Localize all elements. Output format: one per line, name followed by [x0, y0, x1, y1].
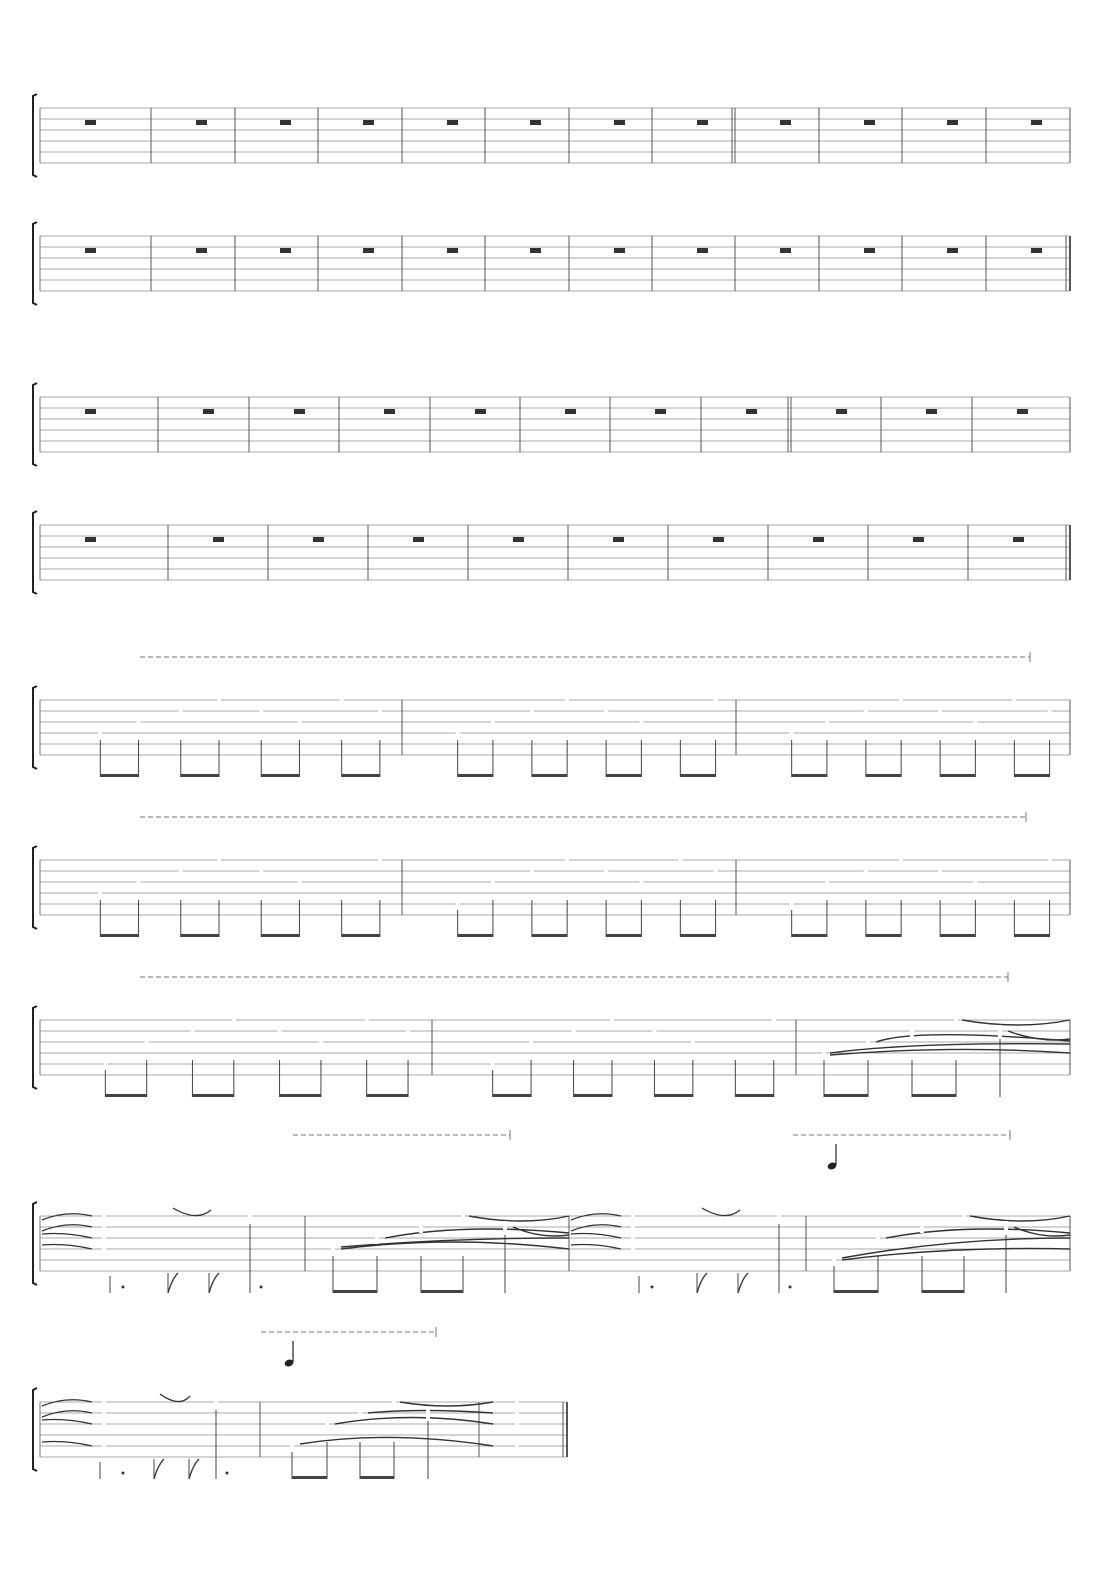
- whole-rest: [780, 120, 791, 125]
- fret-bg: [406, 1025, 410, 1037]
- fret-bg: [331, 1243, 335, 1255]
- fret-bg: [876, 1232, 880, 1244]
- whole-rest: [1013, 537, 1024, 542]
- eighth-beam: [532, 934, 567, 937]
- whole-rest: [613, 537, 624, 542]
- fret-bg: [864, 705, 868, 717]
- eighth-beam: [912, 1094, 956, 1097]
- whole-rest: [1031, 120, 1042, 125]
- eighth-beam: [922, 1290, 964, 1293]
- fret-bg: [515, 1418, 519, 1430]
- whole-rest: [196, 248, 207, 253]
- tie-curve: [962, 1020, 1070, 1025]
- fret-bg: [938, 865, 942, 877]
- fret-bg: [259, 865, 263, 877]
- whole-rest: [913, 537, 924, 542]
- fret-bg: [179, 865, 183, 877]
- fret-bg: [102, 1232, 106, 1244]
- fret-bg: [1012, 694, 1016, 706]
- whole-rest: [85, 248, 96, 253]
- whole-rest: [413, 537, 424, 542]
- fret-bg: [1004, 1221, 1008, 1233]
- fret-bg: [378, 854, 382, 866]
- whole-rest: [530, 248, 541, 253]
- fret-bg: [491, 876, 495, 888]
- eighth-beam: [280, 1094, 321, 1097]
- dot: [651, 1286, 654, 1289]
- fret-bg: [678, 854, 682, 866]
- eighth-beam: [1014, 934, 1049, 937]
- tie-curve: [970, 1216, 1070, 1221]
- eighth-beam: [532, 774, 567, 777]
- system-bracket: [33, 511, 37, 594]
- eighth-beam: [834, 1290, 878, 1293]
- eighth-beam: [606, 774, 641, 777]
- whole-rest: [697, 120, 708, 125]
- eighth-beam: [792, 934, 827, 937]
- dot: [122, 1472, 125, 1475]
- whole-rest: [363, 248, 374, 253]
- whole-rest: [614, 248, 625, 253]
- fret-bg: [714, 694, 718, 706]
- eighth-beam: [105, 1094, 146, 1097]
- tie-curve: [469, 1216, 569, 1221]
- eighth-beam: [680, 934, 715, 937]
- slur-curve: [702, 1208, 740, 1216]
- fret-bg: [102, 1221, 106, 1233]
- eighth-beam: [574, 1094, 612, 1097]
- whole-rest: [363, 120, 374, 125]
- tie-curve: [300, 1437, 493, 1446]
- fret-bg: [631, 1243, 635, 1255]
- tie-curve: [513, 1227, 569, 1236]
- eighth-beam: [342, 934, 380, 937]
- whole-rest: [864, 120, 875, 125]
- whole-rest: [780, 248, 791, 253]
- fret-bg: [973, 876, 977, 888]
- eighth-beam: [192, 1094, 233, 1097]
- fret-bg: [604, 865, 608, 877]
- fret-bg: [1048, 854, 1052, 866]
- fret-bg: [358, 1407, 362, 1419]
- eighth-beam: [940, 934, 975, 937]
- tie-curve: [886, 1229, 1070, 1238]
- fret-bg: [319, 1036, 323, 1048]
- fret-bg: [102, 1210, 106, 1222]
- note-flag: [209, 1273, 219, 1293]
- fret-bg: [864, 865, 868, 877]
- fret-bg: [610, 1014, 614, 1026]
- fret-bg: [365, 1014, 369, 1026]
- fret-bg: [217, 694, 221, 706]
- tie-curve: [830, 1049, 1070, 1055]
- tie-curve: [1014, 1227, 1070, 1236]
- fret-bg: [179, 705, 183, 717]
- tie-curve: [1008, 1031, 1070, 1040]
- fret-bg: [825, 876, 829, 888]
- fret-bg: [652, 1025, 656, 1037]
- eighth-beam: [792, 774, 827, 777]
- dot: [789, 1286, 792, 1289]
- fret-bg: [325, 1418, 329, 1430]
- eighth-beam: [181, 774, 219, 777]
- whole-rest: [213, 537, 224, 542]
- system-bracket: [33, 222, 37, 305]
- tie-curve: [842, 1248, 1070, 1260]
- fret-bg: [998, 1025, 1002, 1037]
- note-flag: [697, 1273, 707, 1293]
- fret-bg: [515, 1440, 519, 1452]
- system-bracket: [33, 1006, 37, 1089]
- fret-bg: [938, 705, 942, 717]
- system-bracket: [33, 94, 37, 177]
- fret-bg: [693, 1199, 697, 1211]
- fret-bg: [503, 1221, 507, 1233]
- fret-bg: [790, 898, 794, 910]
- dot: [122, 1286, 125, 1289]
- fret-bg: [631, 1232, 635, 1244]
- eighth-beam: [654, 1094, 692, 1097]
- eighth-beam: [458, 934, 493, 937]
- fret-bg: [515, 1396, 519, 1408]
- fret-bg: [678, 683, 682, 695]
- whole-rest: [947, 248, 958, 253]
- note-flag: [154, 1459, 164, 1479]
- fret-bg: [217, 854, 221, 866]
- whole-rest: [655, 409, 666, 414]
- dot: [226, 1472, 229, 1475]
- eighth-beam: [680, 774, 715, 777]
- fret-bg: [392, 1396, 396, 1408]
- system-bracket: [33, 1202, 37, 1285]
- fret-bg: [248, 1210, 252, 1222]
- whole-rest: [1017, 409, 1028, 414]
- system-bracket: [33, 686, 37, 769]
- eighth-beam: [261, 774, 299, 777]
- tie-curve: [42, 1411, 92, 1417]
- fret-bg: [825, 716, 829, 728]
- fret-bg: [259, 705, 263, 717]
- slur-curve: [160, 1394, 190, 1402]
- fret-bg: [102, 1396, 106, 1408]
- whole-rest: [384, 409, 395, 414]
- fret-bg: [973, 716, 977, 728]
- fret-bg: [456, 898, 460, 910]
- eighth-beam: [421, 1290, 463, 1293]
- fret-bg: [962, 1210, 966, 1222]
- tie-curve: [42, 1214, 92, 1220]
- fret-bg: [164, 1199, 168, 1211]
- fret-bg: [639, 716, 643, 728]
- fret-bg: [866, 1036, 870, 1048]
- whole-rest: [926, 409, 937, 414]
- tie-curve: [42, 1234, 92, 1239]
- fret-bg: [529, 1036, 533, 1048]
- whole-rest: [85, 537, 96, 542]
- note-flag: [168, 1273, 178, 1293]
- system-bracket: [33, 383, 37, 466]
- fret-bg: [565, 854, 569, 866]
- fret-bg: [822, 1047, 826, 1059]
- fret-bg: [530, 865, 534, 877]
- fret-bg: [910, 1025, 914, 1037]
- fret-bg: [98, 727, 102, 739]
- eighth-beam: [261, 934, 299, 937]
- whole-rest: [85, 120, 96, 125]
- eighth-beam: [493, 1094, 531, 1097]
- fret-bg: [832, 1254, 836, 1266]
- eighth-beam: [342, 774, 380, 777]
- fret-bg: [691, 1036, 695, 1048]
- whole-rest: [1031, 248, 1042, 253]
- whole-rest: [85, 409, 96, 414]
- fret-bg: [103, 1058, 107, 1070]
- system-bracket: [33, 1388, 37, 1471]
- whole-rest: [513, 537, 524, 542]
- fret-bg: [920, 1221, 924, 1233]
- fret-bg: [1012, 843, 1016, 855]
- whole-rest: [614, 120, 625, 125]
- eighth-beam: [866, 774, 901, 777]
- whole-rest: [203, 409, 214, 414]
- fret-bg: [290, 1440, 294, 1452]
- whole-rest: [697, 248, 708, 253]
- fret-bg: [954, 1014, 958, 1026]
- fret-bg: [456, 727, 460, 739]
- whole-rest: [864, 248, 875, 253]
- note-flag: [189, 1459, 199, 1479]
- whole-rest: [746, 409, 757, 414]
- fret-bg: [375, 1232, 379, 1244]
- fret-bg: [190, 1025, 194, 1037]
- fret-bg: [340, 694, 344, 706]
- fret-bg: [232, 1014, 236, 1026]
- whole-rest: [565, 409, 576, 414]
- fret-bg: [631, 1210, 635, 1222]
- fret-bg: [1048, 705, 1052, 717]
- fret-bg: [145, 1036, 149, 1048]
- fret-bg: [102, 1440, 106, 1452]
- fret-bg: [631, 1221, 635, 1233]
- fret-bg: [899, 854, 903, 866]
- eighth-beam: [181, 934, 219, 937]
- tie-curve: [571, 1234, 621, 1239]
- fret-bg: [297, 876, 301, 888]
- tie-curve: [42, 1400, 92, 1406]
- fret-bg: [102, 1407, 106, 1419]
- fret-bg: [137, 716, 141, 728]
- fret-bg: [461, 1210, 465, 1222]
- fret-bg: [572, 1025, 576, 1037]
- whole-rest: [947, 120, 958, 125]
- whole-rest: [313, 537, 324, 542]
- fret-bg: [378, 705, 382, 717]
- whole-rest: [294, 409, 305, 414]
- fret-bg: [137, 876, 141, 888]
- tie-curve: [42, 1442, 92, 1447]
- fret-bg: [899, 694, 903, 706]
- fret-bg: [102, 1243, 106, 1255]
- fret-bg: [530, 705, 534, 717]
- fret-bg: [278, 1025, 282, 1037]
- tie-curve: [42, 1420, 92, 1425]
- eighth-beam: [100, 934, 138, 937]
- fret-bg: [98, 887, 102, 899]
- fret-bg: [565, 694, 569, 706]
- fret-bg: [772, 1014, 776, 1026]
- eighth-beam: [360, 1476, 394, 1479]
- eighth-beam: [735, 1094, 773, 1097]
- tie-curve: [42, 1225, 92, 1231]
- fret-bg: [790, 727, 794, 739]
- fret-bg: [426, 1407, 430, 1419]
- tie-curve: [571, 1245, 621, 1250]
- eighth-beam: [866, 934, 901, 937]
- fret-bg: [604, 705, 608, 717]
- eighth-beam: [367, 1094, 408, 1097]
- fret-bg: [340, 843, 344, 855]
- whole-rest: [196, 120, 207, 125]
- fret-bg: [419, 1221, 423, 1233]
- eighth-beam: [824, 1094, 868, 1097]
- whole-rest: [447, 120, 458, 125]
- fret-bg: [491, 1058, 495, 1070]
- eighth-beam: [333, 1290, 377, 1293]
- fret-bg: [102, 1418, 106, 1430]
- eighth-beam: [458, 774, 493, 777]
- tie-curve: [876, 1035, 1070, 1042]
- whole-rest: [475, 409, 486, 414]
- system-bracket: [33, 846, 37, 929]
- whole-rest: [713, 537, 724, 542]
- eighth-beam: [940, 774, 975, 777]
- fret-bg: [714, 865, 718, 877]
- fret-bg: [297, 716, 301, 728]
- whole-rest: [280, 248, 291, 253]
- whole-rest: [813, 537, 824, 542]
- eighth-beam: [1014, 774, 1049, 777]
- slur-curve: [173, 1208, 211, 1216]
- fret-bg: [491, 716, 495, 728]
- whole-rest: [836, 409, 847, 414]
- eighth-beam: [100, 774, 138, 777]
- fret-bg: [639, 876, 643, 888]
- whole-rest: [280, 120, 291, 125]
- whole-rest: [447, 248, 458, 253]
- fret-bg: [515, 1407, 519, 1419]
- fret-bg: [214, 1396, 218, 1408]
- fret-bg: [733, 1003, 737, 1015]
- eighth-beam: [606, 934, 641, 937]
- eighth-beam: [292, 1476, 327, 1479]
- fret-bg: [777, 1210, 781, 1222]
- note-flag: [738, 1273, 748, 1293]
- tie-curve: [385, 1229, 569, 1238]
- tie-curve: [42, 1245, 92, 1250]
- tie-curve: [571, 1225, 621, 1231]
- whole-rest: [530, 120, 541, 125]
- tie-curve: [571, 1214, 621, 1220]
- dot: [260, 1286, 263, 1289]
- fret-bg: [151, 1385, 155, 1397]
